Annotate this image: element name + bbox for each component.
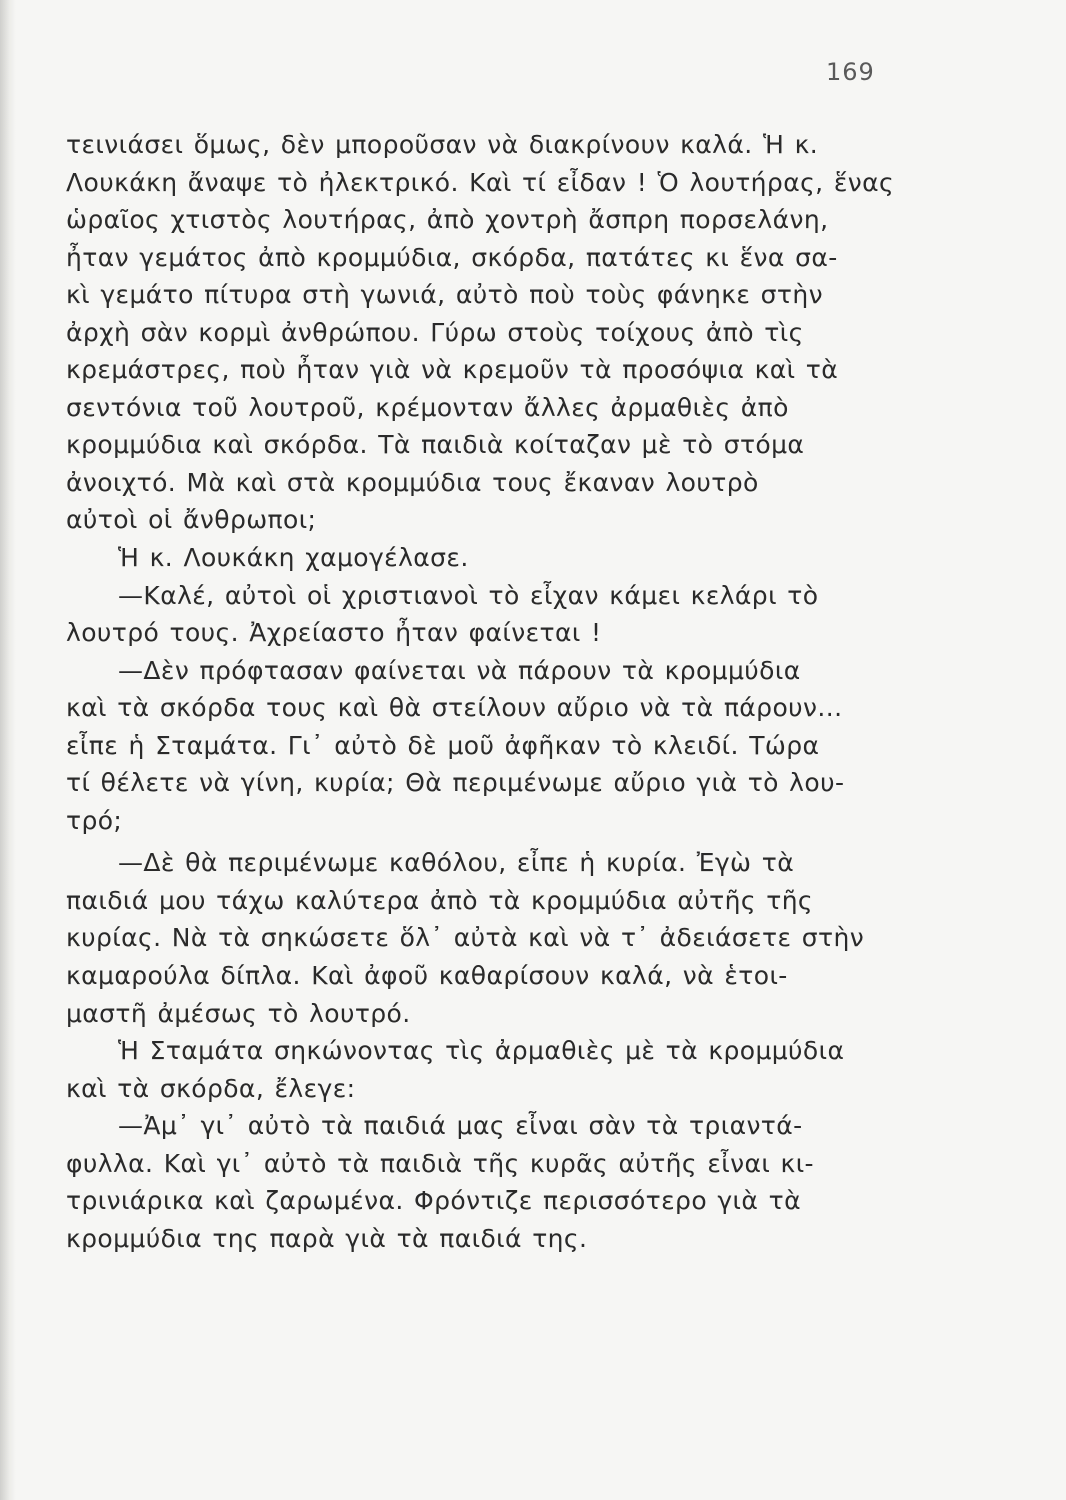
text-line: μαστῆ ἀμέσως τὸ λουτρό. <box>66 998 411 1028</box>
text-line: κρομμύδια της παρὰ γιὰ τὰ παιδιά της. <box>66 1223 588 1253</box>
page-body-text <box>66 126 914 1257</box>
text-line: τρό; <box>66 805 123 835</box>
text-line: κὶ γεμάτο πίτυρα στὴ γωνιά, αὐτὸ ποὺ τοὺς φάνηκε στὴν <box>66 280 823 310</box>
text-line: Ἡ Σταμάτα σηκώνοντας τὶς ἀρμαθιὲς μὲ τὰ κρομμύδια <box>118 1036 845 1066</box>
text-line: αὐτοὶ οἱ ἄνθρωποι; <box>66 505 317 535</box>
text-line: ὡραῖος χτιστὸς λουτήρας, ἀπὸ χοντρὴ ἄσπρη πορσελάνη, <box>66 205 829 235</box>
text-line: κρεμάστρες, ποὺ ἦταν γιὰ νὰ κρεμοῦν τὰ προσόψια καὶ τὰ <box>66 355 839 385</box>
text-line: ἦταν γεμάτος ἀπὸ κρομμύδια, σκόρδα, πατάτες κι ἕνα σα- <box>66 242 838 272</box>
text-line: τεινιάσει ὅμως, δὲν μποροῦσαν νὰ διακρίνουν καλά. Ἡ κ. <box>66 130 819 159</box>
text-line: τί θέλετε νὰ γίνη, κυρία; Θὰ περιμένωμε αὔριο γιὰ τὸ λου- <box>66 768 845 798</box>
text-line: Ἡ κ. Λουκάκη χαμογέλασε. <box>118 543 469 573</box>
text-line: κρομμύδια καὶ σκόρδα. Τὰ παιδιὰ κοίταζαν μὲ τὸ στόμα <box>66 430 805 460</box>
text-line: παιδιά μου τάχω καλύτερα ἀπὸ τὰ κρομμύδια αὐτῆς τῆς <box>66 885 814 915</box>
text-line: εἶπε ἡ Σταμάτα. Γι᾽ αὐτὸ δὲ μοῦ ἀφῆκαν τὸ κλειδί. Τώρα <box>66 730 820 760</box>
text-line: σεντόνια τοῦ λουτροῦ, κρέμονταν ἄλλες ἀρμαθιὲς ἀπὸ <box>66 392 789 422</box>
text-line: —Δὲν πρόφτασαν φαίνεται νὰ πάρουν τὰ κρομμύδια <box>118 655 801 685</box>
text-line: ἀνοιχτό. Μὰ καὶ στὰ κρομμύδια τους ἔκαναν λουτρὸ <box>66 467 759 497</box>
text-line: καὶ τὰ σκόρδα τους καὶ θὰ στείλουν αὔριο νὰ τὰ πάρουν... <box>66 693 843 723</box>
text-line: —Ἀμ᾽ γι᾽ αὐτὸ τὰ παιδιά μας εἶναι σὰν τὰ τριαντά- <box>118 1111 803 1141</box>
text-line: ἀρχὴ σὰν κορμὶ ἀνθρώπου. Γύρω στοὺς τοίχους ἀπὸ τὶς <box>66 317 804 347</box>
text-line: φυλλα. Καὶ γι᾽ αὐτὸ τὰ παιδιὰ τῆς κυρᾶς αὐτῆς εἶναι κι- <box>66 1148 814 1178</box>
text-line: καμαρούλα δίπλα. Καὶ ἀφοῦ καθαρίσουν καλά, νὰ ἑτοι- <box>66 961 788 991</box>
text-line: Λουκάκη ἄναψε τὸ ἠλεκτρικό. Καὶ τί εἶδαν ! Ὁ λουτήρας, ἕνας <box>66 167 895 197</box>
text-line: —Καλέ, αὐτοὶ οἱ χριστιανοὶ τὸ εἶχαν κάμει κελάρι τὸ <box>118 580 819 610</box>
text-line: κυρίας. Νὰ τὰ σηκώσετε ὅλ᾽ αὐτὰ καὶ νὰ τ᾽ ἀδειάσετε στὴν <box>66 923 865 953</box>
page-edge-shadow <box>0 0 16 1500</box>
text-line: καὶ τὰ σκόρδα, ἔλεγε: <box>66 1073 356 1103</box>
page-number: 169 <box>826 58 875 86</box>
text-line: —Δὲ θὰ περιμένωμε καθόλου, εἶπε ἡ κυρία. Ἐγὼ τὰ <box>118 848 795 878</box>
text-line: τρινιάρικα καὶ ζαρωμένα. Φρόντιζε περισσότερο γιὰ τὰ <box>66 1186 801 1216</box>
text-line: λουτρό τους. Ἀχρείαστο ἦταν φαίνεται ! <box>66 618 602 648</box>
